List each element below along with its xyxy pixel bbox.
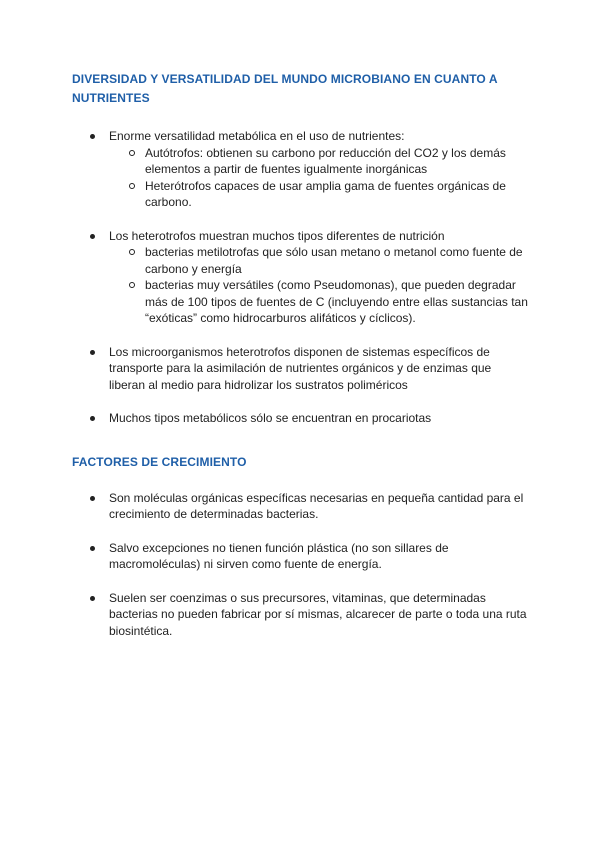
section-heading-growth-factors: FACTORES DE CRECIMIENTO — [72, 454, 247, 469]
list-item — [72, 410, 530, 427]
list-item — [72, 540, 530, 573]
list-item — [72, 344, 530, 394]
bullet-list-diversity — [72, 128, 530, 427]
sub-list-item: bacterias muy versátiles (como Pseudomonas), que pueden degradar más de 100 tipos de fuentes de C (incluyendo entre ellas sustancias tan “exóticas” como hidrocarburos alifáticos y cíclicos). — [109, 277, 530, 327]
sub-list-item: Heterótrofos capaces de usar amplia gama de fuentes orgánicas de carbono. — [109, 178, 530, 211]
sub-list-item: bacterias metilotrofas que sólo usan metano o metanol como fuente de carbono y energía — [109, 244, 530, 277]
bullet-text: Los microorganismos heterotrofos disponen de sistemas específicos de transporte para la asimilación de nutrientes orgánicos y de enzimas que liberan al medio para hidrolizar los sustratos poliméricos — [109, 344, 492, 392]
sub-list-item: Autótrofos: obtienen su carbono por reducción del CO2 y los demás elementos a partir de fuentes igualmente inorgánicas — [109, 145, 530, 178]
document-page — [72, 70, 530, 639]
list-item — [72, 590, 530, 640]
bullet-text: Muchos tipos metabólicos sólo se encuentran en procariotas — [109, 411, 432, 425]
list-item — [72, 228, 530, 327]
bullet-text: Salvo excepciones no tienen función plástica (no son sillares de macromoléculas) ni sirven como fuente de energía. — [109, 540, 449, 571]
list-item — [72, 128, 530, 211]
bullet-text: Los heterotrofos muestran muchos tipos diferentes de nutrición — [109, 228, 445, 243]
bullet-text: Enorme versatilidad metabólica en el uso de nutrientes: — [109, 129, 405, 143]
bullet-list-growth-factors — [72, 490, 530, 640]
sub-bullet-list — [109, 145, 530, 211]
bullet-text: Son moléculas orgánicas específicas necesarias en pequeña cantidad para el crecimiento de determinadas bacterias. — [109, 490, 524, 521]
bullet-text: Suelen ser coenzimas o sus precursores, vitaminas, que determinadas bacterias no pueden fabricar por sí mismas, alcarecer de parte o toda una ruta biosintética. — [109, 590, 527, 638]
list-item — [72, 490, 530, 523]
sub-bullet-list — [109, 244, 530, 327]
section-heading-diversity: DIVERSIDAD Y VERSATILIDAD DEL MUNDO MICROBIANO EN CUANTO A NUTRIENTES — [72, 72, 498, 105]
